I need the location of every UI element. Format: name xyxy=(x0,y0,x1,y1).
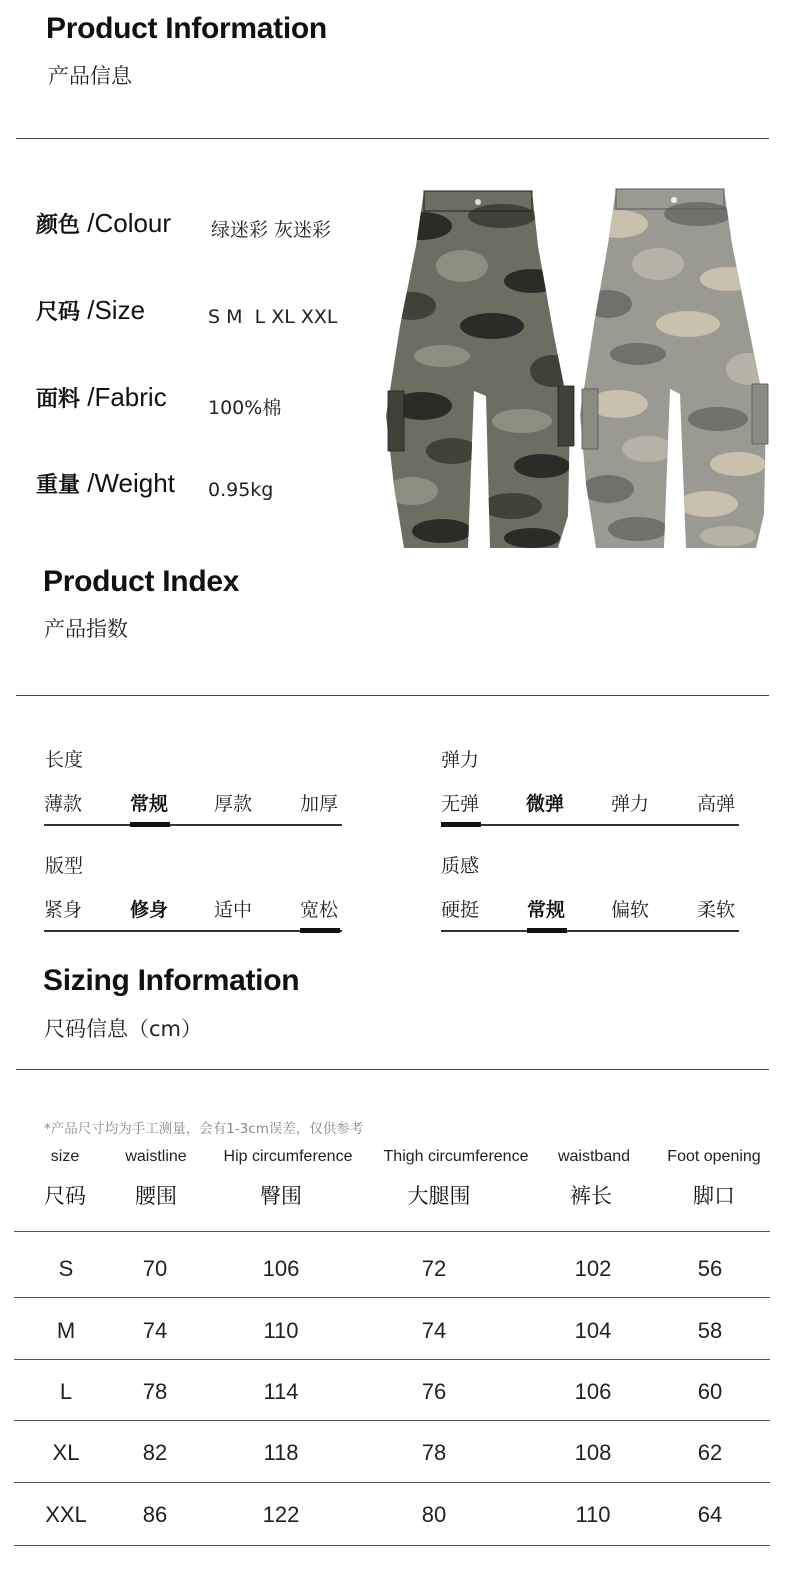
column-header-cn: 腰围 xyxy=(135,1184,177,1208)
cell-hip: 122 xyxy=(262,1502,300,1527)
cell-hip: 118 xyxy=(263,1440,299,1465)
spec-colour-value: 绿迷彩 灰迷彩 xyxy=(211,219,332,241)
index-option: 偏软 xyxy=(611,899,650,921)
index-option: 修身 xyxy=(130,899,169,921)
column-header-cn: 裤长 xyxy=(570,1184,612,1208)
cell-length: 106 xyxy=(574,1379,612,1404)
spec-fabric-label: 面料 /Fabric xyxy=(36,382,167,412)
cell-hip: 110 xyxy=(263,1318,299,1343)
cell-waistline: 70 xyxy=(142,1256,168,1281)
index-option: 加厚 xyxy=(300,793,339,815)
cell-size: L xyxy=(59,1379,73,1404)
table-rule xyxy=(14,1359,770,1360)
product-index-subtitle: 产品指数 xyxy=(44,617,128,641)
spec-weight-value: 0.95kg xyxy=(208,479,274,501)
table-rule xyxy=(14,1297,770,1298)
index-scale-line xyxy=(44,824,342,826)
index-option: 薄款 xyxy=(44,793,83,815)
index-length-title: 长度 xyxy=(45,749,84,771)
cell-waistline: 82 xyxy=(142,1440,168,1465)
cell-thigh: 78 xyxy=(421,1440,447,1465)
spec-colour-label: 颜色 /Colour xyxy=(36,208,172,238)
table-rule xyxy=(14,1231,770,1232)
index-option: 紧身 xyxy=(44,899,83,921)
index-texture-title: 质感 xyxy=(441,855,480,877)
cell-waistline: 86 xyxy=(142,1502,168,1527)
cell-foot-opening: 60 xyxy=(697,1379,723,1404)
index-selected-marker xyxy=(441,822,481,827)
section-divider xyxy=(16,138,769,139)
spec-size-value: S M L XL XXL xyxy=(208,306,338,328)
index-option-selected: 常规 xyxy=(527,899,566,921)
table-rule xyxy=(14,1420,770,1421)
index-fit-title: 版型 xyxy=(45,855,84,877)
spec-size-label: 尺码 /Size xyxy=(36,295,146,325)
sizing-info-subtitle: 尺码信息（cm） xyxy=(44,1017,203,1041)
index-option: 适中 xyxy=(214,899,253,921)
index-option: 高弹 xyxy=(697,793,736,815)
cell-hip: 106 xyxy=(262,1256,300,1281)
product-info-title: Product Information xyxy=(46,12,327,45)
cell-hip: 114 xyxy=(263,1379,299,1404)
product-index-title: Product Index xyxy=(43,565,240,598)
cell-foot-opening: 56 xyxy=(697,1256,723,1281)
section-divider xyxy=(16,695,769,696)
cell-foot-opening: 58 xyxy=(697,1318,723,1343)
cell-length: 110 xyxy=(575,1502,611,1527)
index-option: 弹力 xyxy=(611,793,650,815)
table-rule xyxy=(14,1545,770,1546)
cell-length: 108 xyxy=(574,1440,612,1465)
cell-size: M xyxy=(56,1318,76,1343)
index-option-selected: 无弹 xyxy=(441,793,480,815)
section-divider xyxy=(16,1069,769,1070)
index-scale-line xyxy=(44,930,342,932)
cell-length: 102 xyxy=(574,1256,612,1281)
cell-size: S xyxy=(58,1256,74,1281)
index-elasticity-scale xyxy=(441,789,739,829)
index-option: 厚款 xyxy=(214,793,253,815)
column-header-cn: 臀围 xyxy=(260,1184,302,1208)
cell-thigh: 72 xyxy=(421,1256,447,1281)
index-selected-marker xyxy=(527,928,567,933)
column-header-en: Hip circumference xyxy=(223,1148,353,1165)
spec-fabric-value: 100%棉 xyxy=(208,397,282,419)
cell-foot-opening: 62 xyxy=(697,1440,723,1465)
cell-length: 104 xyxy=(574,1318,612,1343)
column-header-en: Foot opening xyxy=(667,1148,761,1165)
cell-size: XL xyxy=(52,1440,80,1465)
index-length-scale xyxy=(44,789,342,829)
index-option: 微弹 xyxy=(526,793,565,815)
index-option: 柔软 xyxy=(697,899,736,921)
cell-foot-opening: 64 xyxy=(697,1502,723,1527)
table-rule xyxy=(14,1482,770,1483)
index-selected-marker xyxy=(130,822,170,827)
index-scale-line xyxy=(441,930,739,932)
column-header-cn: 大腿围 xyxy=(407,1184,471,1208)
cell-thigh: 76 xyxy=(421,1379,447,1404)
cell-waistline: 78 xyxy=(142,1379,168,1404)
index-scale-line xyxy=(441,824,739,826)
product-info-subtitle: 产品信息 xyxy=(48,64,132,88)
column-header-cn: 脚口 xyxy=(693,1184,735,1208)
index-option-selected: 常规 xyxy=(130,793,169,815)
index-option-selected: 宽松 xyxy=(300,899,339,921)
cell-waistline: 74 xyxy=(142,1318,168,1343)
cell-thigh: 74 xyxy=(421,1318,447,1343)
index-fit-scale xyxy=(44,895,342,935)
index-texture-scale xyxy=(441,895,739,935)
index-elasticity-title: 弹力 xyxy=(441,749,480,771)
index-selected-marker xyxy=(300,928,340,933)
cell-size: XXL xyxy=(45,1502,87,1527)
column-header-en: Thigh circumference xyxy=(383,1148,529,1165)
grey-camo-pants-image xyxy=(578,184,773,551)
measurement-note: *产品尺寸均为手工测量，会有1-3cm误差，仅供参考 xyxy=(44,1121,364,1137)
column-header-cn: 尺码 xyxy=(44,1184,86,1208)
sizing-info-title: Sizing Information xyxy=(43,964,300,997)
green-camo-pants-image xyxy=(382,186,582,551)
index-option: 硬挺 xyxy=(441,899,480,921)
column-header-en: size xyxy=(50,1148,80,1165)
column-header-en: waistband xyxy=(557,1148,631,1165)
spec-weight-label: 重量 /Weight xyxy=(36,468,175,498)
cell-thigh: 80 xyxy=(421,1502,447,1527)
column-header-en: waistline xyxy=(125,1148,187,1165)
